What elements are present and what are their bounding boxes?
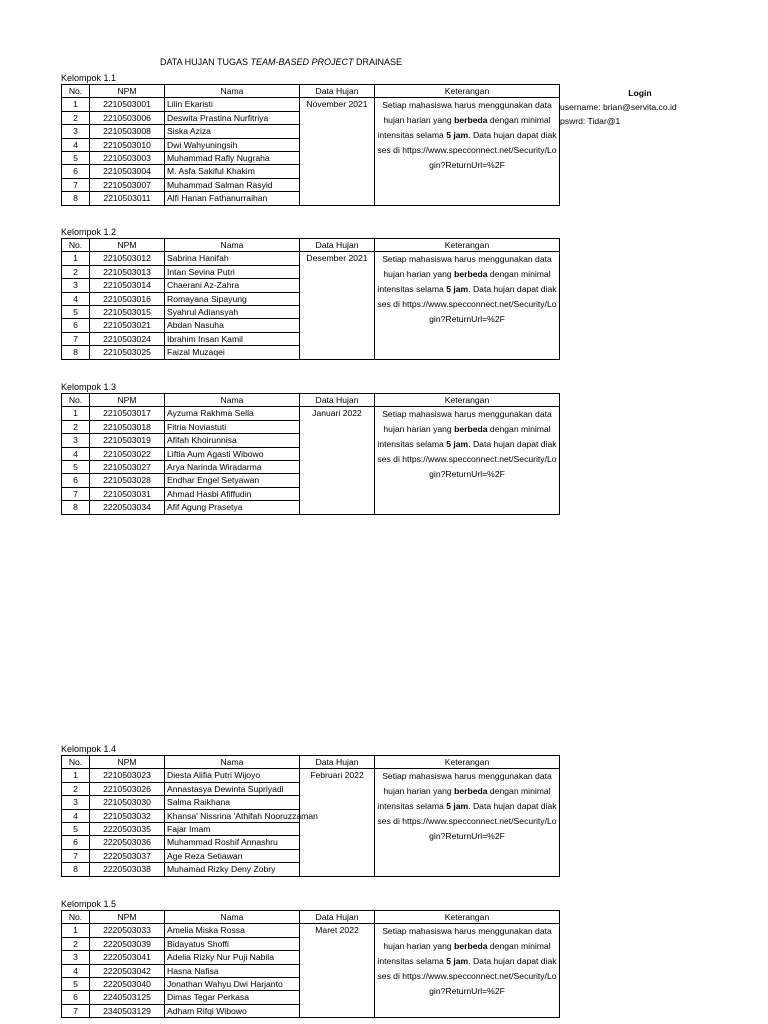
row-nama: Afif Agung Prasetya (165, 501, 300, 514)
group-label: Kelompok 1.5 (61, 899, 117, 909)
table-row (62, 252, 560, 265)
row-npm: 2210503012 (90, 252, 165, 265)
header-keterangan: Keterangan (375, 756, 560, 769)
row-nama: Fajar Imam (165, 823, 300, 836)
group-table (61, 393, 560, 515)
row-no: 1 (62, 252, 90, 265)
row-npm: 2210503025 (90, 346, 165, 359)
header-no: No. (62, 394, 90, 407)
header-keterangan: Keterangan (375, 911, 560, 924)
row-npm: 2220503041 (90, 951, 165, 964)
ket-bold: 5 jam (446, 801, 469, 811)
title-suffix: DRAINASE (353, 57, 403, 67)
row-nama: Muhammad Roshif Annashru (165, 836, 300, 849)
ket-bold: berbeda (454, 115, 488, 126)
header-npm: NPM (90, 85, 165, 98)
row-nama: Ahmad Hasbi Afiffudin (165, 487, 300, 500)
row-npm: 2210503026 (90, 782, 165, 795)
header-nama: Nama (165, 85, 300, 98)
row-nama: Romayana Sipayung (165, 292, 300, 305)
ket-text: Setiap mahasiswa harus menggunakan data hujan harian yang (382, 100, 552, 126)
table-row (62, 924, 560, 937)
row-npm: 2210503031 (90, 487, 165, 500)
row-npm: 2210503018 (90, 420, 165, 433)
ket-bold: 5 jam (446, 956, 469, 966)
row-npm: 2210503024 (90, 332, 165, 345)
data-hujan-cell: Maret 2022 (300, 924, 375, 1018)
row-no: 3 (62, 279, 90, 292)
row-nama: Khansa' Nissrina 'Athifah Nooruzzaman (165, 809, 300, 822)
table-row (62, 769, 560, 782)
header-npm: NPM (90, 756, 165, 769)
row-nama: Lilin Ekaristi (165, 98, 300, 111)
header-keterangan: Keterangan (375, 85, 560, 98)
row-no: 5 (62, 978, 90, 991)
row-npm: 2210503003 (90, 152, 165, 165)
login-username: username: brian@servita.co.id (560, 102, 677, 112)
row-no: 8 (62, 192, 90, 205)
row-nama: Sabrina Hanifah (165, 252, 300, 265)
row-nama: Alfi Hanan Fathanurraihan (165, 192, 300, 205)
ket-text: dengan minimal intensitas selama (377, 115, 551, 140)
row-no: 5 (62, 461, 90, 474)
row-nama: Chaerani Az-Zahra (165, 279, 300, 292)
ket-text: Setiap mahasiswa harus menggunakan data hujan harian yang (382, 409, 552, 435)
row-npm: 2210503030 (90, 796, 165, 809)
ket-text: dengan minimal intensitas selama (377, 424, 551, 449)
row-no: 7 (62, 487, 90, 500)
header-data-hujan: Data Hujan (300, 911, 375, 924)
header-row (62, 85, 560, 98)
row-npm: 2210503023 (90, 769, 165, 782)
row-npm: 2210503015 (90, 306, 165, 319)
group-label: Kelompok 1.4 (61, 744, 117, 754)
row-nama: Syahrul Adiansyah (165, 306, 300, 319)
ket-bold: berbeda (454, 786, 488, 797)
ket-text: Setiap mahasiswa harus menggunakan data hujan harian yang (382, 254, 552, 280)
row-no: 4 (62, 138, 90, 151)
row-npm: 2340503129 (90, 1004, 165, 1017)
row-nama: Faizal Muzaqei (165, 346, 300, 359)
row-nama: Siska Aziza (165, 125, 300, 138)
login-password: pswrd: Tidar@1 (560, 116, 621, 126)
header-no: No. (62, 756, 90, 769)
row-no: 3 (62, 796, 90, 809)
header-data-hujan: Data Hujan (300, 756, 375, 769)
table-row (62, 407, 560, 420)
row-nama: Liftia Aum Agasti Wibowo (165, 447, 300, 460)
row-nama: Annastasya Dewinta Supriyadi (165, 782, 300, 795)
row-no: 1 (62, 924, 90, 937)
row-no: 4 (62, 964, 90, 977)
row-nama: M. Asfa Sakiful Khakim (165, 165, 300, 178)
row-nama: Bidayatus Shoffi (165, 937, 300, 950)
row-no: 6 (62, 319, 90, 332)
row-nama: Hasna Nafisa (165, 964, 300, 977)
header-nama: Nama (165, 756, 300, 769)
row-no: 4 (62, 292, 90, 305)
row-npm: 2210503008 (90, 125, 165, 138)
row-npm: 2220503037 (90, 849, 165, 862)
group-table (61, 910, 560, 1018)
row-no: 4 (62, 809, 90, 822)
group-label: Kelompok 1.3 (61, 382, 117, 392)
ket-text: . Data hujan dapat diakses di https://www.specconnect.net/Security/Login?ReturnUrl=%2F (377, 130, 557, 170)
row-no: 2 (62, 937, 90, 950)
row-npm: 2220503038 (90, 863, 165, 876)
ket-text: . Data hujan dapat diakses di https://www.specconnect.net/Security/Login?ReturnUrl=%2F (377, 956, 557, 996)
row-nama: Ayzuma Rakhma Sella (165, 407, 300, 420)
group-label: Kelompok 1.1 (61, 73, 117, 83)
ket-bold: berbeda (454, 424, 488, 435)
group-table (61, 238, 560, 360)
row-npm: 2210503006 (90, 111, 165, 124)
row-npm: 2220503033 (90, 924, 165, 937)
document-title (0, 57, 562, 67)
title-prefix: DATA HUJAN TUGAS (159, 57, 251, 67)
row-no: 8 (62, 863, 90, 876)
header-row (62, 239, 560, 252)
header-npm: NPM (90, 394, 165, 407)
row-npm: 2210503019 (90, 434, 165, 447)
row-no: 1 (62, 98, 90, 111)
row-nama: Deswita Prastina Nurfitriya (165, 111, 300, 124)
row-no: 8 (62, 346, 90, 359)
group-label: Kelompok 1.2 (61, 227, 117, 237)
header-no: No. (62, 911, 90, 924)
row-no: 2 (62, 782, 90, 795)
row-npm: 2210503007 (90, 178, 165, 191)
row-nama: Salma Raikhana (165, 796, 300, 809)
row-npm: 2210503032 (90, 809, 165, 822)
row-nama: Diesta Alifia Putri Wijoyo (165, 769, 300, 782)
row-npm: 2210503016 (90, 292, 165, 305)
header-no: No. (62, 85, 90, 98)
ket-bold: berbeda (454, 269, 488, 280)
row-npm: 2210503022 (90, 447, 165, 460)
row-npm: 2210503021 (90, 319, 165, 332)
row-no: 3 (62, 434, 90, 447)
header-row (62, 394, 560, 407)
row-npm: 2210503013 (90, 265, 165, 278)
row-npm: 2220503035 (90, 823, 165, 836)
ket-bold: 5 jam (446, 130, 469, 140)
header-data-hujan: Data Hujan (300, 85, 375, 98)
row-nama: Ibrahim Insan Kamil (165, 332, 300, 345)
row-npm: 2210503001 (90, 98, 165, 111)
ket-text: . Data hujan dapat diakses di https://www.specconnect.net/Security/Login?ReturnUrl=%2F (377, 801, 557, 841)
row-no: 5 (62, 823, 90, 836)
header-row (62, 756, 560, 769)
ket-bold: berbeda (454, 941, 488, 952)
data-hujan-cell: November 2021 (300, 98, 375, 205)
row-nama: Age Reza Setiawan (165, 849, 300, 862)
ket-bold: 5 jam (446, 439, 469, 449)
row-no: 5 (62, 306, 90, 319)
row-nama: Adham Rifqi Wibowo (165, 1004, 300, 1017)
group-table (61, 755, 560, 877)
row-no: 2 (62, 265, 90, 278)
row-nama: Afifah Khoirunnisa (165, 434, 300, 447)
row-no: 1 (62, 407, 90, 420)
row-npm: 2210503014 (90, 279, 165, 292)
row-no: 6 (62, 165, 90, 178)
group-section (61, 381, 560, 515)
row-npm: 2210503028 (90, 474, 165, 487)
login-title: Login (628, 88, 652, 98)
header-no: No. (62, 239, 90, 252)
group-section (61, 743, 560, 877)
keterangan-cell (375, 769, 560, 876)
data-hujan-cell: Januari 2022 (300, 407, 375, 514)
row-npm: 2220503039 (90, 937, 165, 950)
ket-text: . Data hujan dapat diakses di https://www.specconnect.net/Security/Login?ReturnUrl=%2F (377, 439, 557, 479)
row-npm: 2220503040 (90, 978, 165, 991)
header-npm: NPM (90, 239, 165, 252)
row-no: 8 (62, 501, 90, 514)
row-nama: Dimas Tegar Perkasa (165, 991, 300, 1004)
group-section (61, 72, 560, 206)
data-hujan-cell: Februari 2022 (300, 769, 375, 876)
keterangan-cell (375, 407, 560, 514)
header-row (62, 911, 560, 924)
data-hujan-cell: Desember 2021 (300, 252, 375, 359)
header-nama: Nama (165, 239, 300, 252)
row-nama: Abdan Nasuha (165, 319, 300, 332)
ket-text: Setiap mahasiswa harus menggunakan data hujan harian yang (382, 926, 552, 952)
row-npm: 2210503027 (90, 461, 165, 474)
title-italic: TEAM-BASED PROJECT (250, 57, 354, 67)
keterangan-cell (375, 924, 560, 1018)
group-section (61, 226, 560, 360)
row-no: 1 (62, 769, 90, 782)
row-nama: Arya Narinda Wiradarma (165, 461, 300, 474)
row-no: 7 (62, 178, 90, 191)
ket-text: Setiap mahasiswa harus menggunakan data hujan harian yang (382, 771, 552, 797)
row-no: 2 (62, 111, 90, 124)
row-nama: Adelia Rizky Nur Puji Nabila (165, 951, 300, 964)
row-no: 6 (62, 474, 90, 487)
header-keterangan: Keterangan (375, 239, 560, 252)
row-npm: 2210503010 (90, 138, 165, 151)
group-section (61, 898, 560, 1018)
login-info (560, 86, 720, 128)
row-no: 7 (62, 1004, 90, 1017)
ket-text: . Data hujan dapat diakses di https://www.specconnect.net/Security/Login?ReturnUrl=%2F (377, 284, 557, 324)
row-npm: 2210503004 (90, 165, 165, 178)
row-npm: 2220503034 (90, 501, 165, 514)
row-no: 7 (62, 332, 90, 345)
row-nama: Intan Sevina Putri (165, 265, 300, 278)
ket-text: dengan minimal intensitas selama (377, 941, 551, 966)
header-nama: Nama (165, 911, 300, 924)
row-no: 7 (62, 849, 90, 862)
header-npm: NPM (90, 911, 165, 924)
row-nama: Fitria Noviastuti (165, 420, 300, 433)
row-nama: Jonathan Wahyu Dwi Harjanto (165, 978, 300, 991)
row-no: 6 (62, 836, 90, 849)
table-row (62, 98, 560, 111)
row-nama: Dwi Wahyuningsih (165, 138, 300, 151)
ket-text: dengan minimal intensitas selama (377, 786, 551, 811)
keterangan-cell (375, 252, 560, 359)
row-no: 3 (62, 125, 90, 138)
row-no: 6 (62, 991, 90, 1004)
row-nama: Muhamad Rizky Deny Zobry (165, 863, 300, 876)
keterangan-cell (375, 98, 560, 205)
header-nama: Nama (165, 394, 300, 407)
header-data-hujan: Data Hujan (300, 394, 375, 407)
row-no: 2 (62, 420, 90, 433)
row-no: 5 (62, 152, 90, 165)
row-no: 3 (62, 951, 90, 964)
ket-text: dengan minimal intensitas selama (377, 269, 551, 294)
row-npm: 2240503125 (90, 991, 165, 1004)
row-npm: 2210503017 (90, 407, 165, 420)
row-npm: 2220503042 (90, 964, 165, 977)
row-nama: Muhammad Salman Rasyid (165, 178, 300, 191)
row-nama: Muhammad Rafly Nugraha (165, 152, 300, 165)
row-nama: Endhar Engel Setyawan (165, 474, 300, 487)
ket-bold: 5 jam (446, 284, 469, 294)
row-no: 4 (62, 447, 90, 460)
group-table (61, 84, 560, 206)
row-npm: 2220503036 (90, 836, 165, 849)
row-npm: 2210503011 (90, 192, 165, 205)
header-keterangan: Keterangan (375, 394, 560, 407)
header-data-hujan: Data Hujan (300, 239, 375, 252)
row-nama: Amelia Miska Rossa (165, 924, 300, 937)
